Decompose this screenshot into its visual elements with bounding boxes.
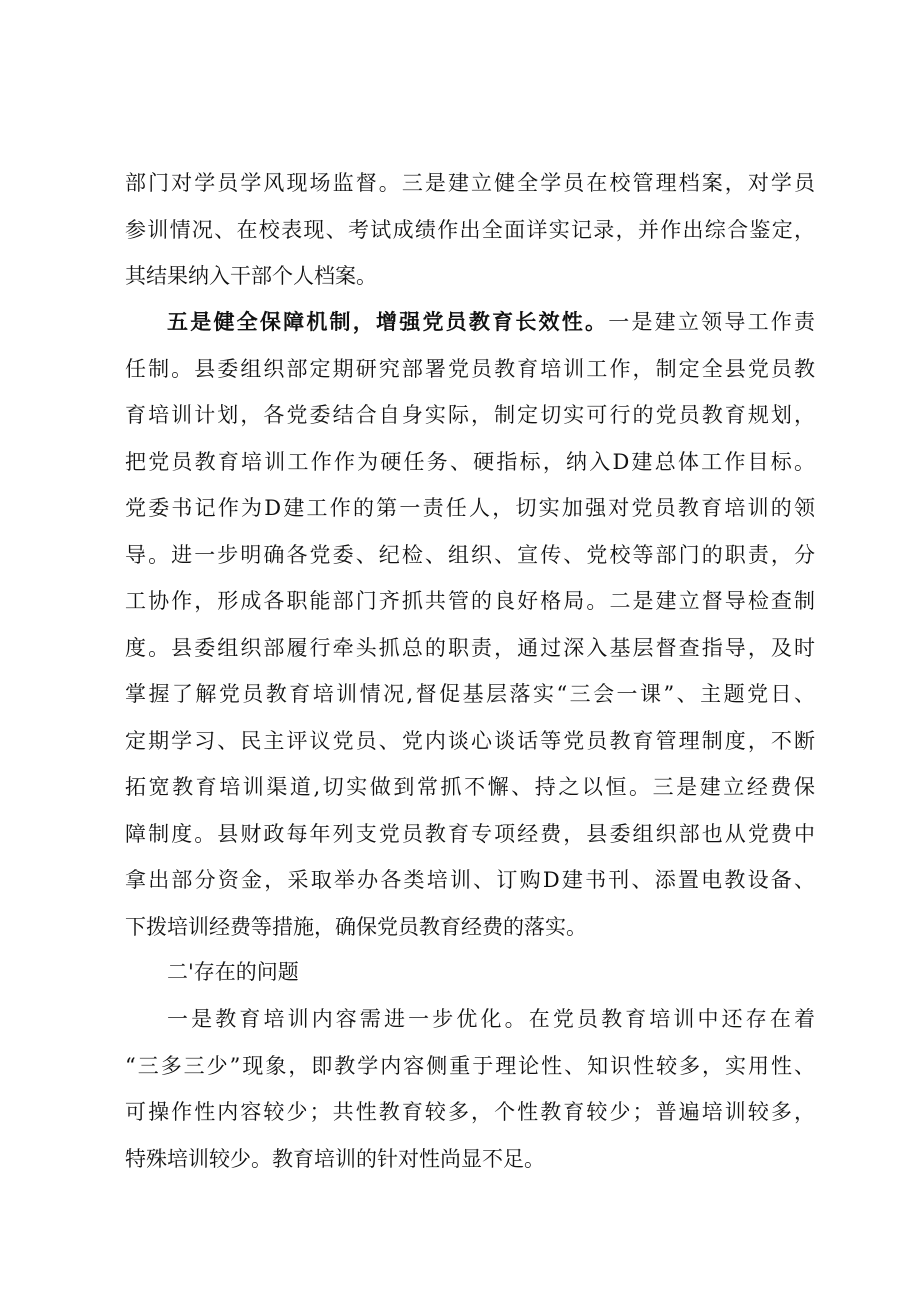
- text-line: “三多三少”现象，即教学内容侧重于理论性、知识性较多，实用性、: [125, 1053, 815, 1078]
- paragraph-continuation: [125, 160, 815, 300]
- section-heading-block: [125, 949, 815, 996]
- text-line: 下拨培训经费等措施，确保党员教育经费的落实。: [125, 914, 587, 939]
- text-line: 定期学习、民主评议党员、党内谈心谈话等党员教育管理制度，不断: [125, 728, 815, 753]
- text-line: 部门对学员学风现场监督。三是建立健全学员在校管理档案，对学员: [125, 171, 815, 195]
- paragraph-five-first-line: [125, 299, 815, 346]
- text-line: 参训情况、在校表现、考试成绩作出全面详实记录，并作出综合鉴定，: [125, 217, 815, 242]
- text-line: 其结果纳入干部个人档案。: [125, 264, 377, 288]
- text-line: 把党员教育培训工作作为硬任务、硬指标，纳入D建总体工作目标。: [125, 449, 815, 474]
- text-line: 度。县委组织部履行牵头抓总的职责，通过深入基层督查指导，及时: [125, 635, 815, 660]
- paragraph-five-first-line-rest: 一是建立领导工作责: [608, 310, 815, 334]
- text-line: 拿出部分资金，采取举办各类培训、订购D建书刊、添置电教设备、: [125, 868, 815, 892]
- text-line: 工协作，形成各职能部门齐抓共管的良好格局。二是建立督导检查制: [125, 589, 815, 613]
- text-line: 任制。县委组织部定期研究部署党员教育培训工作，制定全县党员教: [125, 356, 815, 381]
- text-line: 育培训计划，各党委结合自身实际，制定切实可行的党员教育规划，: [125, 403, 815, 427]
- text-line: 可操作性内容较少；共性教育较多，个性教育较少；普遍培训较多，: [125, 1100, 815, 1124]
- paragraph-five: [125, 299, 815, 950]
- text-line: 一是教育培训内容需进一步优化。在党员教育培训中还存在着: [167, 1007, 815, 1031]
- text-line: 拓宽教育培训渠道,切实做到常抓不懈、持之以恒。三是建立经费保: [125, 775, 815, 799]
- text-line: 特殊培训较少。教育培训的针对性尚显不足。: [125, 1146, 545, 1171]
- text-line: 障制度。县财政每年列支党员教育专项经费，县委组织部也从党费中: [125, 821, 815, 846]
- text-line: 掌握了解党员教育培训情况,督促基层落实“三会一课”、主题党日、: [125, 682, 815, 706]
- paragraph-problem-one: [125, 996, 815, 1182]
- paragraph-five-heading: 五是健全保障机制，增强党员教育长效性。: [167, 309, 609, 334]
- text-line: 导。进一步明确各党委、纪检、组织、宣传、党校等部门的职责，分: [125, 542, 815, 567]
- text-line: 党委书记作为D建工作的第一责任人，切实加强对党员教育培训的领: [125, 496, 815, 520]
- section-heading: 二'存在的问题: [167, 960, 299, 984]
